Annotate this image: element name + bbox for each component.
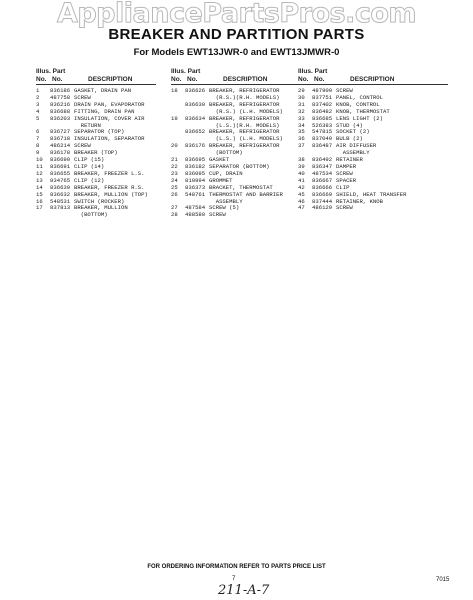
illus-no: 29 [298, 87, 305, 94]
column-header [171, 68, 301, 83]
header-part-no: No. [314, 75, 325, 83]
illus-no: 33 [298, 114, 305, 122]
header-illus-part: Illus. Part [171, 68, 201, 75]
ordering-footer: FOR ORDERING INFORMATION REFER TO PARTS PRICE LIST [147, 564, 326, 570]
description: RETAINER [336, 156, 363, 164]
description: BREAKER, REFRIGERATOR [209, 87, 280, 94]
description: ASSEMBLY [209, 197, 243, 205]
description: GROMMET [209, 176, 233, 184]
description: AIR DIFFUSER [336, 142, 377, 150]
part-no: 837402 [312, 100, 333, 108]
part-no: 487584 [185, 204, 206, 212]
description: RETURN [74, 121, 101, 129]
illus-no: 35 [298, 128, 305, 136]
part-no: 548761 [185, 190, 206, 198]
illus-no: 9 [36, 149, 40, 157]
page-number: 7 [232, 576, 236, 582]
part-no: 488580 [185, 211, 206, 219]
illus-no: 40 [298, 169, 305, 177]
illus-no: 20 [171, 142, 178, 150]
header-description: DESCRIPTION [350, 75, 395, 83]
illus-no: 12 [36, 169, 43, 177]
description: FITTING, DRAIN PAN [74, 107, 135, 115]
part-no: 836666 [312, 183, 333, 191]
part-no: 836634 [185, 114, 206, 122]
description: SCREW [336, 204, 353, 212]
description: SCREW [336, 169, 353, 177]
header-part-no: No. [187, 75, 198, 83]
illus-no: 39 [298, 162, 305, 170]
illus-no: 37 [298, 142, 305, 150]
illus-no: 1 [36, 87, 40, 94]
illus-no: 15 [36, 190, 43, 198]
illus-no: 22 [171, 162, 178, 170]
part-no: 836630 [185, 100, 206, 108]
illus-no: 2 [36, 93, 40, 101]
illus-no: 21 [171, 156, 178, 164]
part-no: 836718 [50, 135, 71, 143]
part-no: 547815 [312, 128, 333, 136]
illus-no [171, 95, 185, 102]
part-no: 836482 [312, 107, 333, 115]
description: SPACER [336, 176, 357, 184]
header-illus-part: Illus. Part [298, 68, 328, 75]
part-no: 836216 [50, 100, 71, 108]
description: SWITCH (ROCKER) [74, 197, 125, 205]
part-no: 526383 [312, 121, 333, 129]
part-no: 836632 [50, 190, 71, 198]
description: (R.S.)(R.H. MODELS) [209, 93, 280, 101]
description: DRAIN PAN, EVAPORATOR [74, 100, 145, 108]
description: SEPARATOR (TOP) [74, 128, 125, 136]
illus-no: 38 [298, 156, 305, 164]
part-no: 486214 [50, 142, 71, 150]
illus-no: 8 [36, 142, 40, 150]
description: DAMPER [336, 162, 357, 170]
illus-no: 16 [36, 197, 43, 205]
header-labels [36, 76, 156, 84]
illus-no: 45 [298, 190, 305, 198]
illus-no: 5 [36, 114, 40, 122]
illus-no: 14 [36, 183, 43, 191]
parts-row [36, 212, 156, 219]
parts-column-2 [171, 68, 301, 219]
header-labels [171, 76, 301, 84]
header-rule [36, 84, 156, 85]
part-no: 836691 [50, 162, 71, 170]
description: BREAKER, FREEZER R.S. [74, 183, 145, 191]
page-subtitle: For Models EWT13JWR-0 and EWT13JMWR-0 [133, 47, 340, 58]
illus-no: 18 [171, 87, 178, 94]
illus-no: 25 [171, 183, 178, 191]
part-no: 836685 [312, 114, 333, 122]
part-no: 836667 [312, 176, 333, 184]
illus-no: 4 [36, 107, 40, 115]
part-no: 836652 [185, 128, 206, 136]
description: ASSEMBLY [336, 149, 370, 157]
part-no: 836492 [312, 156, 333, 164]
description: SCREW [209, 211, 226, 219]
illus-no [36, 212, 50, 219]
description: (BOTTOM) [74, 211, 108, 219]
illus-no: 13 [36, 176, 43, 184]
page-title: BREAKER AND PARTITION PARTS [108, 26, 365, 43]
illus-no: 23 [171, 169, 178, 177]
parts-column-3 [298, 68, 448, 212]
description: SCREW [336, 87, 353, 94]
description: SCREW [74, 142, 91, 150]
description: BREAKER, MULLION [74, 204, 128, 212]
illus-no: 31 [298, 100, 305, 108]
illus-no: 30 [298, 93, 305, 101]
header-rule [298, 84, 448, 85]
description: RETAINER, KNOB [336, 197, 383, 205]
illus-no: 46 [298, 197, 305, 205]
illus-no: 24 [171, 176, 178, 184]
part-no: 836655 [50, 169, 71, 177]
header-labels [298, 76, 448, 84]
description: INSULATION, SEPARATOR [74, 135, 145, 143]
form-code: 7015 [436, 577, 450, 583]
column-header [36, 68, 156, 83]
part-no: 836176 [185, 142, 206, 150]
description: BREAKER, REFRIGERATOR [209, 100, 280, 108]
description: (L.S.) (L.H. MODELS) [209, 135, 283, 143]
part-no: 836727 [50, 128, 71, 136]
part-no: 834765 [50, 176, 71, 184]
part-no [50, 212, 74, 219]
description: CUP, DRAIN [209, 169, 243, 177]
description: GASKET [209, 156, 230, 164]
header-no: No. [298, 75, 309, 83]
illus-no: 47 [298, 204, 305, 212]
description: SCREW [74, 93, 91, 101]
illus-no: 6 [36, 128, 40, 136]
part-no: 837444 [312, 197, 333, 205]
description: PANEL, CONTROL [336, 93, 383, 101]
illus-no: 28 [171, 211, 178, 219]
header-rule [171, 84, 301, 85]
part-no: 836203 [50, 114, 71, 122]
part-no: 836178 [50, 149, 71, 157]
illus-no: 17 [36, 204, 43, 212]
column-header [298, 68, 448, 83]
part-no: 810994 [185, 176, 206, 184]
description: (BOTTOM) [209, 149, 243, 157]
description: CLIP [336, 183, 350, 191]
header-no: No. [171, 75, 182, 83]
header-part-no: No. [52, 75, 63, 83]
part-no: 486129 [312, 204, 333, 212]
illus-no: 10 [36, 156, 43, 164]
description: BREAKER, REFRIGERATOR [209, 142, 280, 150]
illus-no: 19 [171, 114, 178, 122]
part-no: 836690 [50, 156, 71, 164]
description: BREAKER (TOP) [74, 149, 118, 157]
part-no: 548531 [50, 197, 71, 205]
part-no: 836186 [50, 87, 71, 94]
parts-column-1 [36, 68, 156, 219]
description: BREAKER, REFRIGERATOR [209, 128, 280, 136]
header-no: No. [36, 75, 47, 83]
description: THERMOSTAT AND BARRIER [209, 190, 283, 198]
illus-no: 32 [298, 107, 305, 115]
illus-no: 36 [298, 135, 305, 143]
description: KNOB, CONTROL [336, 100, 380, 108]
illus-no: 26 [171, 190, 178, 198]
description: CLIP (14) [74, 162, 105, 170]
description: CLIP (12) [74, 176, 105, 184]
illus-no [171, 123, 185, 130]
description: GASKET, DRAIN PAN [74, 87, 132, 94]
description: CLIP (15) [74, 156, 105, 164]
watermark: AppliancePartsPros.com [56, 0, 417, 29]
description: KNOB, THERMOSTAT [336, 107, 390, 115]
illus-no: 27 [171, 204, 178, 212]
illus-no: 3 [36, 100, 40, 108]
part-no: 487758 [50, 93, 71, 101]
part-no: 837751 [312, 93, 333, 101]
description: BREAKER, MULLION (TOP) [74, 190, 148, 198]
header-description: DESCRIPTION [88, 75, 133, 83]
description: BRACKET, THERMOSTAT [209, 183, 273, 191]
description: BREAKER, FREEZER L.S. [74, 169, 145, 177]
part-no: 836695 [185, 156, 206, 164]
part-no: 837049 [312, 135, 333, 143]
part-no: 836487 [312, 142, 333, 150]
illus-no: 42 [298, 183, 305, 191]
part-no: 836639 [50, 183, 71, 191]
description: SEPARATOR (BOTTOM) [209, 162, 270, 170]
description: STUD (4) [336, 121, 363, 129]
illus-no: 7 [36, 135, 40, 143]
header-description: DESCRIPTION [223, 75, 268, 83]
illus-no [171, 129, 185, 136]
description: INSULATION, COVER AIR [74, 114, 145, 122]
illus-no [171, 102, 185, 109]
part-no: 836688 [50, 107, 71, 115]
description: SCREW (5) [209, 204, 240, 212]
parts-row [298, 143, 448, 150]
illus-no: 41 [298, 176, 305, 184]
description: SOCKET (2) [336, 128, 370, 136]
part-no: 836626 [185, 87, 206, 94]
part-no: 487909 [312, 87, 333, 94]
part-no: 837813 [50, 204, 71, 212]
illus-no: 34 [298, 121, 305, 129]
handwritten-note: 211-A-7 [218, 583, 270, 598]
part-no: 836669 [312, 190, 333, 198]
description: (L.S.)(R.H. MODELS) [209, 121, 280, 129]
description: SHIELD, HEAT TRANSFER [336, 190, 407, 198]
description: BULB (2) [336, 135, 363, 143]
part-no: 836095 [185, 169, 206, 177]
description: BREAKER, REFRIGERATOR [209, 114, 280, 122]
parts-row [171, 212, 301, 219]
illus-no: 11 [36, 162, 43, 170]
header-illus-part: Illus. Part [36, 68, 66, 75]
part-no: 487534 [312, 169, 333, 177]
part-no: 836182 [185, 162, 206, 170]
part-no: 836373 [185, 183, 206, 191]
description: LENS LIGHT (2) [336, 114, 383, 122]
parts-row [298, 205, 448, 212]
part-no: 836347 [312, 162, 333, 170]
description: (R.S.) (L.H. MODELS) [209, 107, 283, 115]
